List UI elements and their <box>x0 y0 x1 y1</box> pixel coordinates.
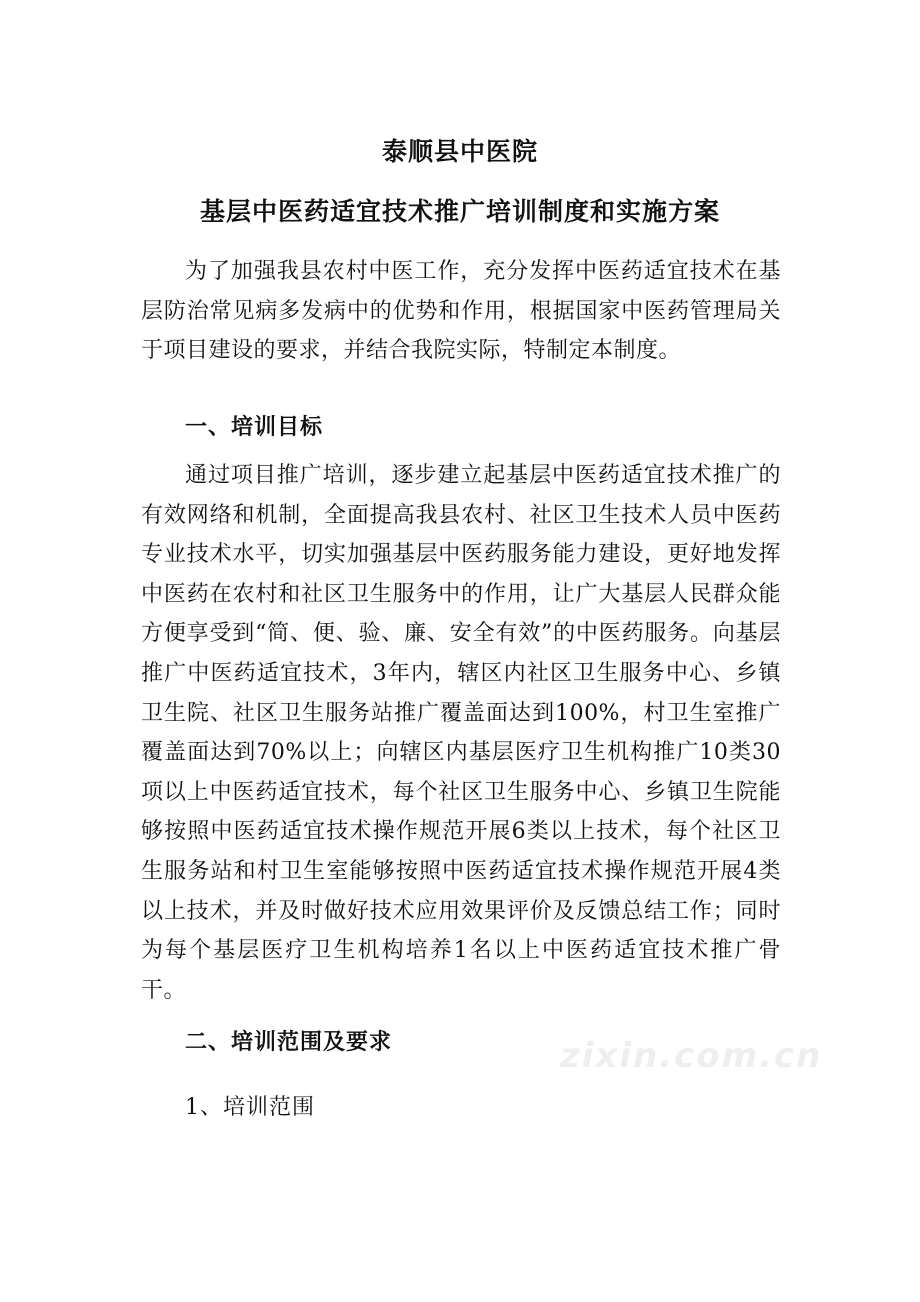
document-title-scheme: 基层中医药适宜技术推广培训制度和实施方案 <box>199 197 720 226</box>
training-goal-paragraph: 通过项目推广培训，逐步建立起基层中医药适宜技术推广的有效网络和机制，全面提高我县农村、社区卫生技术人员中医药专业技术水平，切实加强基层中医药服务能力建设，更好地发挥中医药在农村和社区卫生服务中的作用，让广大基层人民群众能方便享受到“简、便、验、廉、安全有效”的中医药服务。向基层推广中医药适宜技术，3年内，辖区内社区卫生服务中心、乡镇卫生院、社区卫生服务站推广覆盖面达到100%，村卫生室推广覆盖面达到70%以上；向辖区内基层医疗卫生机构推广10类30项以上中医药适宜技术，每个社区卫生服务中心、乡镇卫生院能够按照中医药适宜技术操作规范开展6类以上技术，每个社区卫生服务站和村卫生室能够按照中医药适宜技术操作规范开展4类以上技术，并及时做好技术应用效果评价及反馈总结工作；同时为每个基层医疗卫生机构培养1名以上中医药适宜技术推广骨干。 <box>141 463 781 1003</box>
section-heading-training-scope: 二、培训范围及要求 <box>185 1029 393 1055</box>
subsection-heading-training-scope: 1、培训范围 <box>185 1095 315 1120</box>
intro-paragraph: 为了加强我县农村中医工作，充分发挥中医药适宜技术在基层防治常见病多发病中的优势和作用，根据国家中医药管理局关于项目建设的要求，并结合我院实际，特制定本制度。 <box>141 259 781 364</box>
section-heading-training-goal: 一、培训目标 <box>185 414 324 440</box>
document-title-hospital: 泰顺县中医院 <box>381 137 538 166</box>
watermark-text: zixin.com.cn <box>560 1036 823 1076</box>
